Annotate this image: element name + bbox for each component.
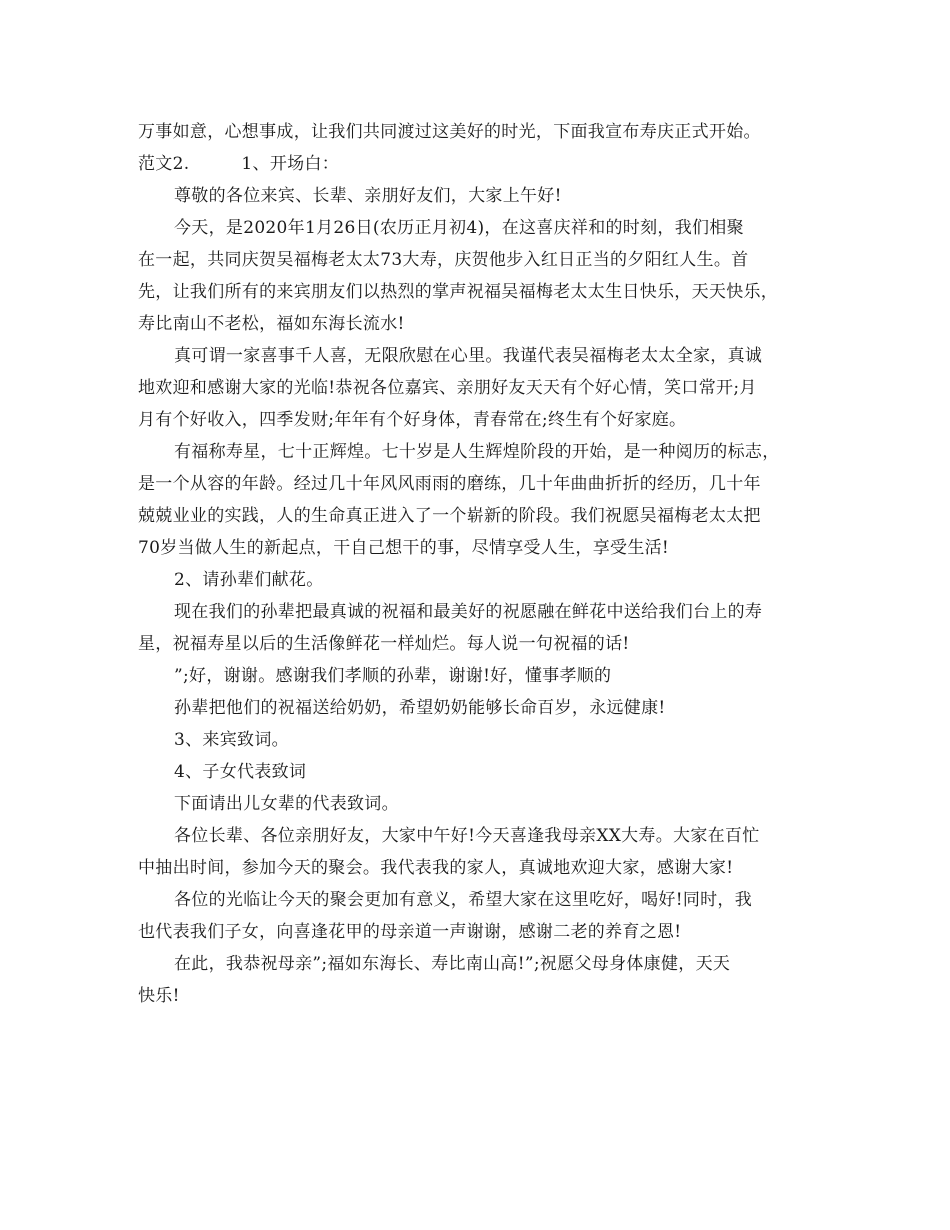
text-line: 是一个从容的年龄。经过几十年风风雨雨的磨练，几十年曲曲折折的经历，几十年 — [138, 474, 761, 494]
text-line: 各位的光临让今天的聚会更加有意义，希望大家在这里吃好，喝好!同时，我 — [174, 890, 753, 910]
text-line: ”;好，谢谢。感谢我们孝顺的孙辈，谢谢!好，懂事孝顺的 — [174, 666, 612, 686]
text-line: 万事如意，心想事成，让我们共同渡过这美好的时光，下面我宣布寿庆正式开始。 — [138, 122, 761, 142]
text-line: 真可谓一家喜事千人喜，无限欣慰在心里。我谨代表吴福梅老太太全家，真诚 — [174, 346, 763, 366]
text-line: 地欢迎和感谢大家的光临!恭祝各位嘉宾、亲朋好友天天有个好心情，笑口常开;月 — [138, 378, 757, 398]
text-line: 在一起，共同庆贺吴福梅老太太73大寿，庆贺他步入红日正当的夕阳红人生。首 — [138, 250, 749, 270]
text-line: 中抽出时间，参加今天的聚会。我代表我的家人，真诚地欢迎大家，感谢大家! — [138, 858, 734, 878]
text-line: 尊敬的各位来宾、长辈、亲朋好友们，大家上午好! — [174, 186, 562, 206]
text-line: 70岁当做人生的新起点，干自己想干的事，尽情享受人生，享受生活! — [138, 538, 670, 558]
section-heading: 1、开场白： — [241, 154, 340, 174]
text-line: 快乐! — [138, 986, 180, 1006]
sample-label: 范文2. — [138, 154, 190, 174]
text-line: 今天，是2020年1月26日(农历正月初4)，在这喜庆祥和的时刻，我们相聚 — [174, 218, 744, 238]
text-line: 下面请出儿女辈的代表致词。 — [174, 794, 399, 814]
text-line: 月有个好收入，四季发财;年年有个好身体，青春常在;终生有个好家庭。 — [138, 410, 687, 430]
text-line: 星，祝福寿星以后的生活像鲜花一样灿烂。每人说一句祝福的话! — [138, 634, 630, 654]
section-heading: 4、子女代表致词 — [174, 762, 307, 782]
text-line — [138, 148, 828, 180]
section-heading: 3、来宾致词。 — [174, 730, 289, 750]
text-line: 也代表我们子女，向喜逢花甲的母亲道一声谢谢，感谢二老的养育之恩! — [138, 922, 682, 942]
text-line: 先，让我们所有的来宾朋友们以热烈的掌声祝福吴福梅老太太生日快乐，天天快乐， — [138, 282, 779, 302]
text-line: 孙辈把他们的祝福送给奶奶，希望奶奶能够长命百岁，永远健康! — [174, 698, 666, 718]
text-line: 现在我们的孙辈把最真诚的祝福和最美好的祝愿融在鲜花中送给我们台上的寿 — [174, 602, 763, 622]
section-heading: 2、请孙辈们献花。 — [174, 570, 324, 590]
text-line: 寿比南山不老松，福如东海长流水! — [138, 314, 405, 334]
text-line: 各位长辈、各位亲朋好友，大家中午好!今天喜逢我母亲XX大寿。大家在百忙 — [174, 826, 760, 846]
document-body — [138, 116, 828, 1012]
text-line: 兢兢业业的实践，人的生命真正进入了一个崭新的阶段。我们祝愿吴福梅老太太把 — [138, 506, 761, 526]
text-line: 有福称寿星，七十正辉煌。七十岁是人生辉煌阶段的开始，是一种阅历的标志， — [174, 442, 780, 462]
text-line: 在此，我恭祝母亲”;福如东海长、寿比南山高!”;祝愿父母身体康健，天天 — [174, 954, 731, 974]
